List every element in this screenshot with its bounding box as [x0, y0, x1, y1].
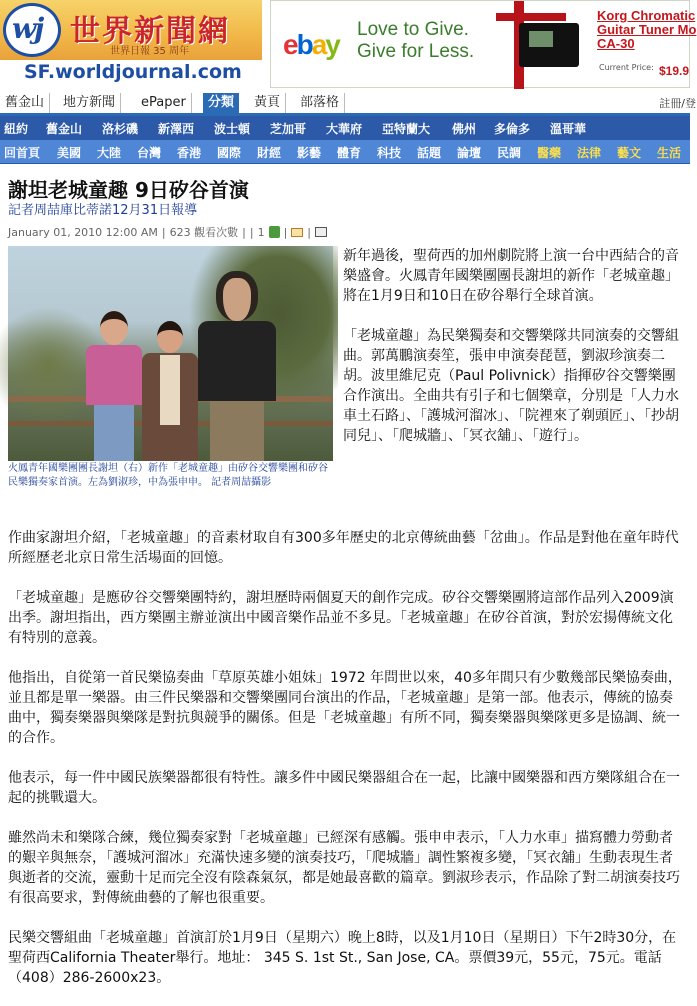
section-item-us[interactable]: 美國	[57, 146, 82, 160]
ad-slogan-line2: Give for Less.	[357, 41, 475, 62]
top-menu	[0, 90, 696, 116]
like-count: 1	[257, 225, 265, 239]
menu-item-blog[interactable]: 部落格	[295, 93, 345, 113]
ad-slogan	[357, 19, 474, 63]
logo-subtitle: 世界日報 35 周年	[110, 46, 190, 57]
person-head	[216, 271, 258, 321]
city-item-vancouver[interactable]: 溫哥華	[550, 122, 587, 136]
ad-price: $19.9	[659, 64, 690, 78]
article-paragraph: 「老城童趣」為民樂獨奏和交響樂隊共同演奏的交響組曲。郭萬鵬演奏笙，張申申演奏琵琶，劉淑珍演奏二胡。波里維尼克（Paul Polivnick）指揮矽谷交響樂團合作演出。全曲共有引子和七個樂章，分別是「人力水車土石路」、「護城河溜冰」、「院裡來了剃頭匠」、「抄胡同兒」、「爬城牆」、「冥衣舖」、「遊行」。	[343, 328, 679, 444]
site-logo[interactable]	[0, 0, 262, 88]
section-item-world[interactable]: 國際	[217, 146, 242, 160]
logo-banner	[0, 0, 262, 60]
meta-separator: |	[242, 225, 246, 239]
logo-mark	[3, 3, 61, 57]
photo-caption: 火鳳青年國樂團團長謝坦（右）新作「老城童趣」由矽谷交響樂團和矽谷民樂獨奏家首演。左為劉淑珍，中為張申申。 記者周喆攝影	[8, 463, 328, 488]
section-item-sports[interactable]: 體育	[337, 146, 362, 160]
meta-separator: |	[283, 225, 288, 239]
photo-person-right	[198, 271, 276, 461]
section-item-life[interactable]: 生活	[657, 146, 682, 160]
article-paragraph: 作曲家謝坦介紹，「老城童趣」的音素材取自有300多年歷史的北京傳統曲藝「岔曲」。作品是對他在童年時代所經歷老北京日常生活場面的回憶。	[8, 530, 679, 566]
ebay-letter-a: a	[311, 29, 326, 60]
section-item-arts[interactable]: 藝文	[617, 146, 642, 160]
meta-separator: |	[161, 225, 166, 239]
menu-item-yellow-pages[interactable]: 黃頁	[249, 93, 286, 113]
ad-product-title[interactable]: Korg Chromatic Guitar Tuner Mo CA-30	[597, 8, 697, 51]
article-views: 623 觀看次數	[169, 226, 239, 239]
ebay-letter-e: e	[283, 29, 297, 60]
section-item-hongkong[interactable]: 香港	[177, 146, 202, 160]
city-item-nj[interactable]: 新澤西	[158, 122, 195, 136]
ribbon-horizontal	[496, 13, 566, 21]
logo-mark-text: wj	[12, 12, 43, 45]
photo-person-left	[86, 311, 142, 461]
person-body	[198, 321, 276, 401]
thumbs-up-icon[interactable]	[269, 226, 280, 238]
city-item-sf[interactable]: 舊金山	[46, 122, 83, 136]
article-paragraph: 他表示，每一件中國民族樂器都很有特性。讓多件中國民樂器組合在一起，比讓中國樂器和西方樂隊組合在一起的挑戰還大。	[8, 770, 680, 806]
ad-slogan-line1: Love to Give.	[357, 19, 469, 40]
city-item-chicago[interactable]: 芝加哥	[270, 122, 307, 136]
article-intro-column	[343, 246, 681, 446]
register-login-link[interactable]: 註冊/登	[659, 97, 696, 110]
person-body	[86, 345, 142, 405]
article-paragraph: 民樂交響組曲「老城童趣」首演訂於1月9日（星期六）晚上8時，以及1月10日（星期日）下午2時30分，在聖荷西California Theater舉行。地址： 345 S. 1st St., San Jose, CA。票價39元，55元，75元。電話（408）286-2600x23。	[8, 930, 677, 986]
section-item-tech[interactable]: 科技	[377, 146, 402, 160]
city-menu	[0, 116, 690, 140]
section-item-china[interactable]: 大陸	[97, 146, 122, 160]
person-head	[157, 321, 183, 353]
menu-item-epaper[interactable]: ePaper	[136, 93, 192, 113]
product-image[interactable]	[519, 23, 579, 67]
email-icon[interactable]	[291, 228, 303, 237]
article-paragraph: 新年過後，聖荷西的加州劇院將上演一台中西結合的音樂盛會。火鳳青年國樂團團長謝坦的新作「老城童趣」將在1月9日和10日在矽谷舉行全球首演。	[343, 248, 679, 304]
ebay-ad-banner[interactable]	[270, 0, 697, 88]
article-paragraph: 他指出，自從第一首民樂協奏曲「草原英雄小姐妹」1972 年問世以來，40多年間只有少數幾部民樂協奏曲，並且都是單一樂器。由三件民樂器和交響樂團同台演出的作品，「老城童趣」是第一部。他表示，傳統的協奏曲中，獨奏樂器與樂隊是對抗與競爭的關係。但是「老城童趣」有所不同，獨奏樂器與樂隊更多是協調、統一的合作。	[8, 670, 682, 746]
section-item-home[interactable]: 回首頁	[4, 146, 41, 160]
menu-item-sf[interactable]: 舊金山	[0, 93, 50, 113]
city-item-toronto[interactable]: 多倫多	[494, 122, 531, 136]
section-item-medicine[interactable]: 醫藥	[537, 146, 562, 160]
article-photo	[8, 246, 333, 461]
ebay-letter-b: b	[296, 29, 312, 60]
site-header	[0, 0, 697, 90]
city-item-la[interactable]: 洛杉磯	[102, 122, 139, 136]
section-menu	[0, 140, 690, 164]
menu-item-classifieds[interactable]: 分類	[203, 93, 239, 113]
photo-person-middle	[142, 321, 198, 461]
article-body	[8, 528, 682, 988]
section-item-topics[interactable]: 話題	[417, 146, 442, 160]
section-item-polls[interactable]: 民調	[497, 146, 522, 160]
meta-separator: |	[307, 225, 311, 239]
menu-item-local-news[interactable]: 地方新聞	[58, 93, 121, 113]
logo-name: 世界新聞網	[70, 14, 230, 49]
city-item-ny[interactable]: 紐約	[4, 122, 29, 136]
person-scarf	[160, 355, 180, 425]
person-legs	[210, 401, 264, 461]
article-paragraph: 「老城童趣」是應矽谷交響樂團特約，謝坦歷時兩個夏天的創作完成。矽谷交響樂團將這部作品列入2009演出季。謝坦指出，西方樂團主辦並演出中國音樂作品並不多見。「老城童趣」在矽谷首演，對於宏揚傳統文化有特別的意義。	[8, 590, 674, 646]
section-item-finance[interactable]: 財經	[257, 146, 282, 160]
site-url[interactable]: SF.worldjournal.com	[24, 61, 242, 83]
article-date: January 01, 2010 12:00 AM	[8, 225, 158, 239]
city-item-florida[interactable]: 佛州	[452, 122, 477, 136]
person-legs	[94, 405, 134, 461]
article-paragraph: 雖然尚未和樂隊合練，幾位獨奏家對「老城童趣」已經深有感觸。張申申表示，「人力水車」描寫體力勞動者的艱辛與無奈，「護城河溜冰」充滿快速多變的演奏技巧，「爬城牆」調性繁複多變，「冥衣舖」生動表現生者與逝者的交流，靈動十足而完全沒有陰森氣氛，都是她最喜歡的篇章。劉淑珍表示，作品除了對二胡演奏技巧有很高要求，對傳統曲藝的了解也很重要。	[8, 830, 680, 906]
article-meta	[8, 224, 327, 240]
section-item-taiwan[interactable]: 台灣	[137, 146, 162, 160]
ebay-logo	[283, 29, 339, 61]
city-item-atlanta[interactable]: 亞特蘭大	[382, 122, 431, 136]
city-item-boston[interactable]: 波士頓	[214, 122, 251, 136]
person-head	[100, 311, 128, 345]
print-icon[interactable]	[315, 227, 327, 237]
ad-price-label: Current Price:	[599, 63, 654, 72]
section-item-forum[interactable]: 論壇	[457, 146, 482, 160]
meta-separator: |	[249, 225, 254, 239]
article-byline: 記者周喆庫比蒂諾12月31日報導	[8, 203, 198, 218]
city-item-dc[interactable]: 大華府	[326, 122, 363, 136]
section-item-law[interactable]: 法律	[577, 146, 602, 160]
ebay-letter-y: y	[325, 29, 339, 60]
section-item-entertainment[interactable]: 影藝	[297, 146, 322, 160]
article-title: 謝坦老城童趣 9日矽谷首演	[8, 178, 249, 202]
